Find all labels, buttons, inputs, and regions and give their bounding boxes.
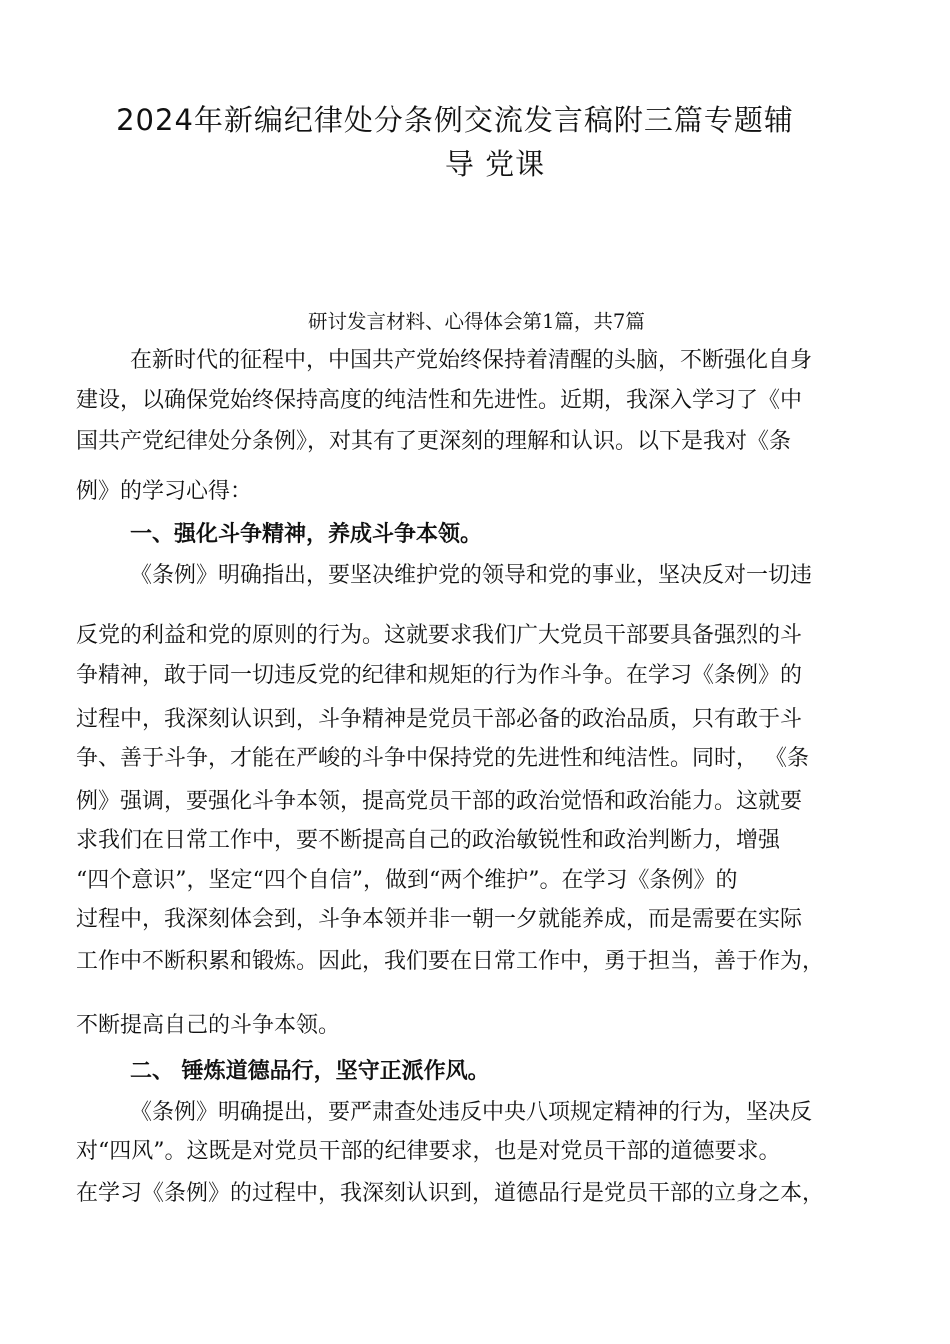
paragraph-line: 对“四风”。这既是对党员干部的纪律要求，也是对党员干部的道德要求。 bbox=[76, 1139, 781, 1164]
paragraph-line: 例》的学习心得： bbox=[76, 479, 253, 504]
paragraph-line: 建设，以确保党始终保持高度的纯洁性和先进性。近期，我深入学习了《中 bbox=[76, 388, 803, 413]
paragraph-line: 《条例》明确指出，要坚决维护党的领导和党的事业，坚决反对一切违 bbox=[130, 563, 813, 588]
paragraph-line: 争、善于斗争，才能在严峻的斗争中保持党的先进性和纯洁性。同时， 《条 bbox=[76, 746, 809, 771]
paragraph-line: 例》强调，要强化斗争本领，提高党员干部的政治觉悟和政治能力。这就要 bbox=[76, 789, 803, 814]
document-subtitle: 研讨发言材料、心得体会第1篇，共7篇 bbox=[308, 310, 645, 333]
paragraph-line: 在学习《条例》的过程中，我深刻认识到，道德品行是党员干部的立身之本， bbox=[76, 1181, 825, 1206]
paragraph-line: “四个意识”，坚定“四个自信”，做到“两个维护”。在学习《条例》的 bbox=[76, 868, 738, 893]
paragraph-line: 反党的利益和党的原则的行为。这就要求我们广大党员干部要具备强烈的斗 bbox=[76, 623, 803, 648]
paragraph-line: 工作中不断积累和锻炼。因此，我们要在日常工作中，勇于担当，善于作为， bbox=[76, 949, 825, 974]
section-heading-1: 一、强化斗争精神，养成斗争本领。 bbox=[130, 522, 483, 547]
paragraph-line: 过程中，我深刻认识到，斗争精神是党员干部必备的政治品质，只有敢于斗 bbox=[76, 707, 803, 732]
paragraph-line: 求我们在日常工作中，要不断提高自己的政治敏锐性和政治判断力，增强 bbox=[76, 828, 781, 853]
paragraph-line: 《条例》明确提出，要严肃查处违反中央八项规定精神的行为，坚决反 bbox=[130, 1100, 813, 1125]
section-heading-2: 二、 锤炼道德品行，坚守正派作风。 bbox=[130, 1059, 490, 1084]
paragraph-line: 过程中，我深刻体会到，斗争本领并非一朝一夕就能养成，而是需要在实际 bbox=[76, 907, 803, 932]
document-title-line-2: 导 党课 bbox=[444, 147, 546, 181]
paragraph-line: 国共产党纪律处分条例》，对其有了更深刻的理解和认识。以下是我对《条 bbox=[76, 429, 792, 454]
paragraph-line: 在新时代的征程中，中国共产党始终保持着清醒的头脑，不断强化自身 bbox=[130, 348, 813, 373]
paragraph-line: 不断提高自己的斗争本领。 bbox=[76, 1013, 341, 1038]
paragraph-line: 争精神，敢于同一切违反党的纪律和规矩的行为作斗争。在学习《条例》的 bbox=[76, 663, 803, 688]
document-title-line-1: 2024年新编纪律处分条例交流发言稿附三篇专题辅 bbox=[116, 103, 794, 137]
